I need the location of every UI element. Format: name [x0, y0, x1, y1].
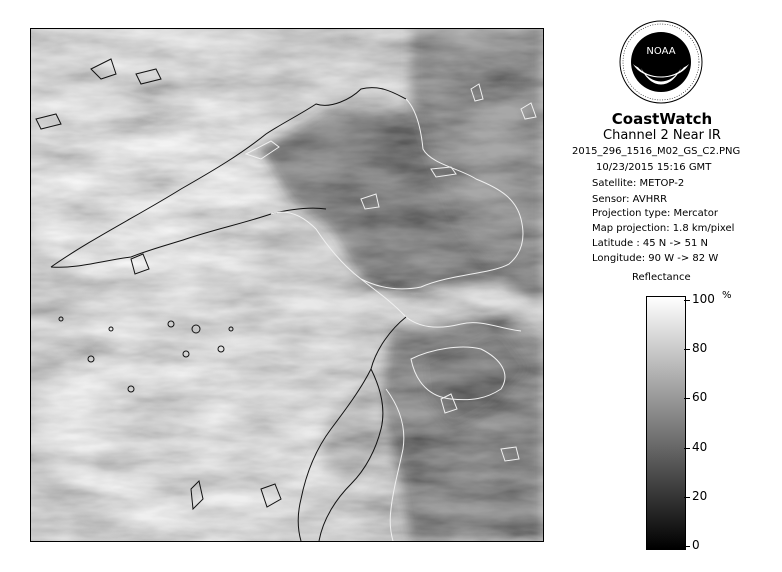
noaa-logo — [619, 20, 703, 104]
map-projection-label: Map projection: 1.8 km/pixel — [592, 223, 735, 234]
channel-title: Channel 2 Near IR — [603, 128, 721, 143]
colorbar-tick — [684, 398, 690, 399]
colorbar-tick-label: 60 — [692, 390, 708, 405]
colorbar-tick-label: 20 — [692, 488, 708, 503]
noaa-logo-text: NOAA — [646, 46, 676, 57]
colorbar-tick — [684, 300, 690, 301]
brand-title: CoastWatch — [611, 110, 713, 128]
colorbar-tick — [684, 497, 690, 498]
colorbar — [646, 296, 686, 550]
colorbar-tick-label: 100 — [692, 292, 715, 306]
satellite-image — [30, 28, 544, 542]
date-time: 10/23/2015 15:16 GMT — [596, 162, 712, 173]
colorbar-tick — [684, 448, 690, 449]
projection-type-label: Projection type: Mercator — [592, 208, 718, 219]
longitude-label: Longitude: 90 W -> 82 W — [592, 253, 719, 264]
colorbar-tick — [684, 349, 690, 350]
colorbar-title: Reflectance — [632, 272, 691, 283]
colorbar-unit: % — [722, 290, 732, 301]
colorbar-tick-label: 80 — [692, 341, 708, 356]
colorbar-tick — [684, 546, 690, 547]
colorbar-tick-label: 0 — [692, 538, 700, 552]
satellite-image-svg — [31, 29, 543, 541]
filename: 2015_296_1516_M02_GS_C2.PNG — [572, 146, 741, 157]
cloud-texture — [31, 29, 543, 541]
sensor-label: Sensor: AVHRR — [592, 194, 668, 205]
satellite-label: Satellite: METOP-2 — [592, 178, 685, 189]
colorbar-tick-label: 40 — [692, 439, 708, 454]
latitude-label: Latitude : 45 N -> 51 N — [592, 238, 708, 249]
